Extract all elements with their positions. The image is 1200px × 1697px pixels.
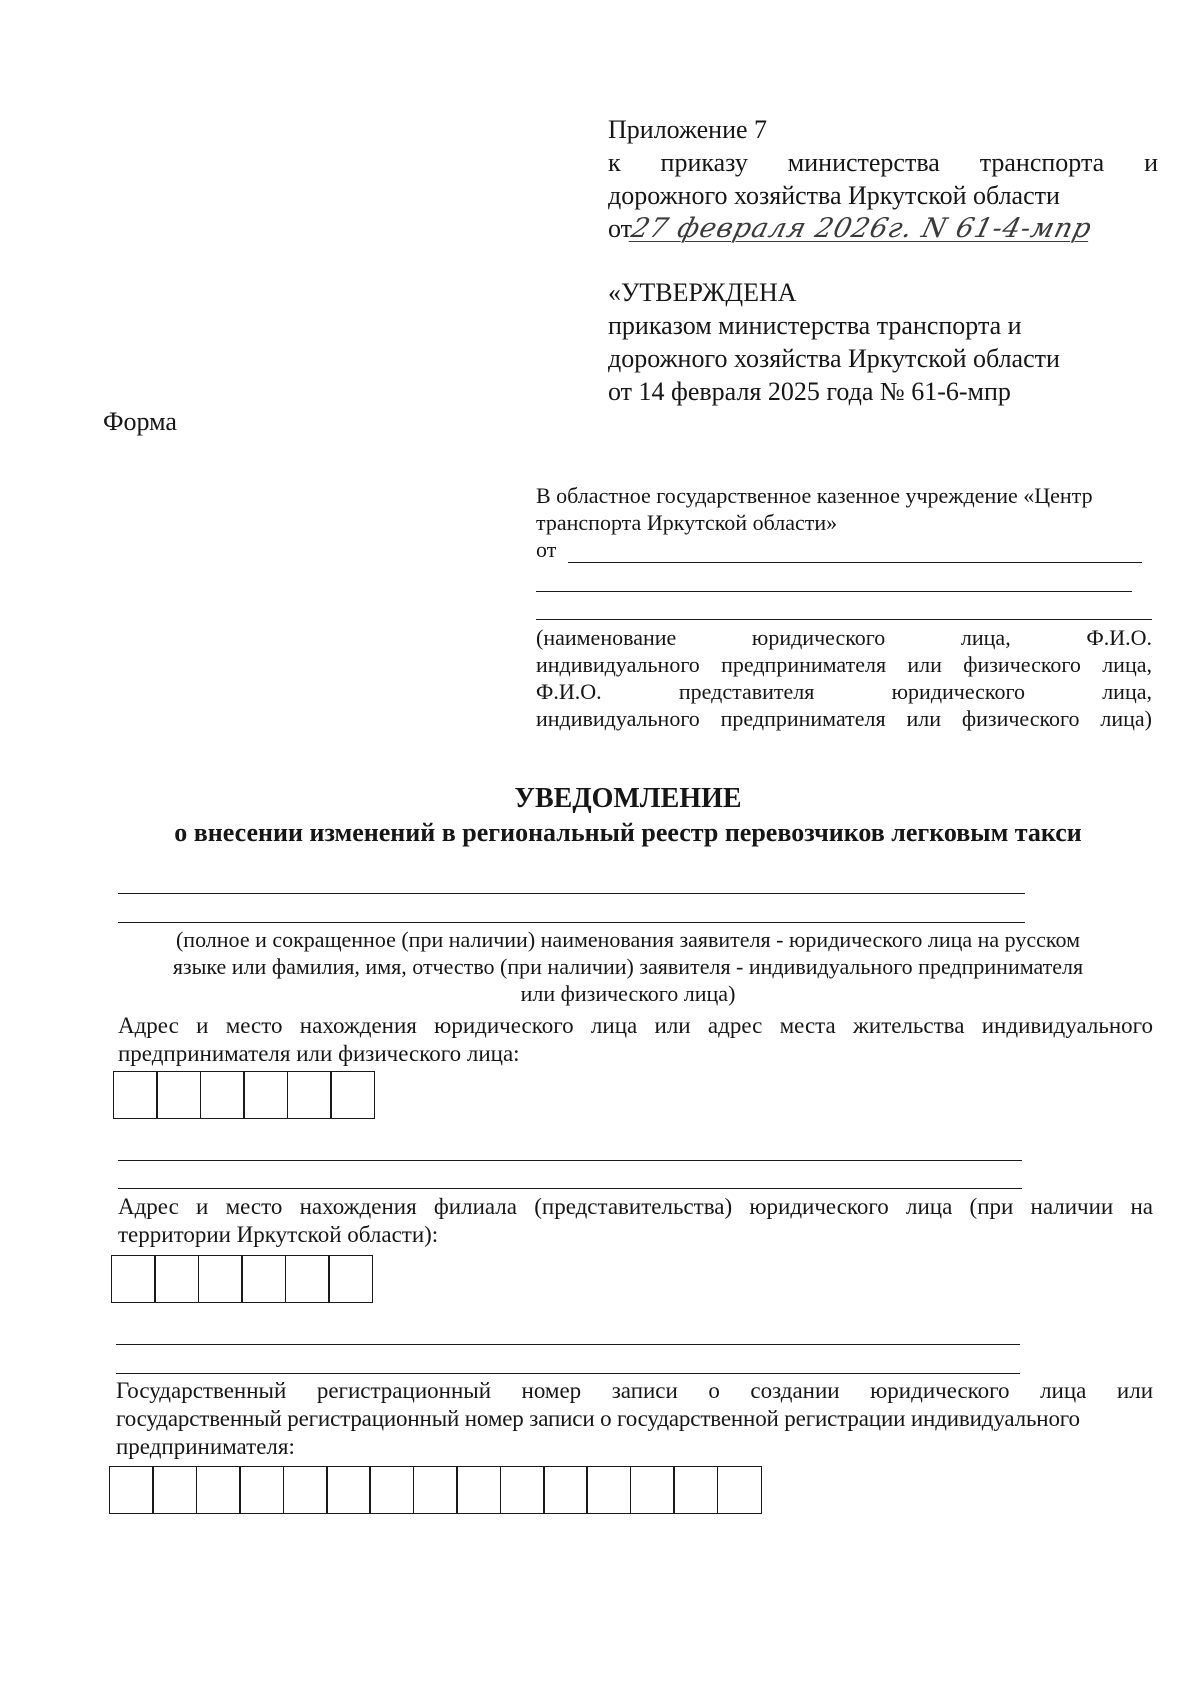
digit-box [456, 1466, 501, 1514]
address-line-2 [118, 1188, 1022, 1189]
digit-box [413, 1466, 458, 1514]
recipient-blank-line-1 [536, 591, 1132, 592]
digit-box [196, 1466, 241, 1514]
ogrn-label-line-2: государственный регистрационный номер записи о государственной регистрации индивидуального [116, 1406, 1080, 1431]
digit-box [111, 1255, 156, 1303]
recipient-caption-line-3: Ф.И.О. представителя юридического лица, [536, 679, 1152, 704]
applicant-caption-line-1: (полное и сокращенное (при наличии) наименования заявителя - юридического лица на русском [175, 927, 1080, 952]
appendix-line-2: дорожного хозяйства Иркутской области [608, 181, 1060, 210]
digit-box [156, 1071, 201, 1119]
digit-box [328, 1255, 373, 1303]
address-line-1 [118, 1160, 1022, 1161]
recipient-blank-line-2 [536, 619, 1152, 620]
digit-box [369, 1466, 414, 1514]
appendix-date-line [608, 212, 1158, 245]
recipient-caption-line-4: индивидуального предпринимателя или физического лица) [536, 706, 1152, 731]
branch-line-2 [116, 1373, 1020, 1374]
branch-label [118, 1193, 1153, 1249]
document-title: УВЕДОМЛЕНИЕ [514, 783, 742, 814]
digit-box [198, 1255, 243, 1303]
approved-line-1: «УТВЕРЖДЕНА [608, 278, 797, 307]
form-label: Форма [103, 407, 177, 436]
digit-box [285, 1255, 330, 1303]
address-label-line-1: Адрес и место нахождения юридического лица или адрес места жительства индивидуального [118, 1013, 1153, 1038]
approved-line-3: дорожного хозяйства Иркутской области [608, 344, 1060, 373]
digit-box [109, 1466, 154, 1514]
digit-box [630, 1466, 675, 1514]
applicant-caption-line-2: языке или фамилия, имя, отчество (при наличии) заявителя - индивидуального предпринимателя [172, 954, 1084, 979]
branch-line-1 [116, 1344, 1020, 1345]
ogrn-label [116, 1377, 1153, 1461]
document-subtitle: о внесении изменений в региональный реестр перевозчиков легковым такси [174, 818, 1082, 847]
appendix-line-1: к приказу министерства транспорта и [608, 148, 1158, 177]
address-postcode-boxes [113, 1071, 375, 1119]
ogrn-label-line-1: Государственный регистрационный номер записи о создании юридического лица или [116, 1378, 1153, 1403]
digit-box [113, 1071, 158, 1119]
recipient-line-2: транспорта Иркутской области» [536, 510, 838, 535]
digit-box [543, 1466, 588, 1514]
recipient-caption [536, 624, 1152, 732]
recipient-from-label: от [536, 537, 557, 562]
address-label [118, 1012, 1153, 1068]
ogrn-label-line-3: предпринимателя: [116, 1434, 295, 1459]
applicant-caption [103, 926, 1153, 1007]
recipient-block [536, 482, 1152, 563]
digit-box [239, 1466, 284, 1514]
digit-box [154, 1255, 199, 1303]
digit-box [717, 1466, 762, 1514]
digit-box [673, 1466, 718, 1514]
applicant-line-2 [118, 922, 1025, 923]
digit-box [243, 1071, 288, 1119]
handwritten-date: 27 февраля 2026г. N 61-4-мпр [628, 213, 1096, 244]
digit-box [200, 1071, 245, 1119]
appendix-date-prefix: от [608, 214, 633, 243]
approved-block [608, 276, 1158, 408]
applicant-line-1 [118, 893, 1025, 894]
digit-box [326, 1466, 371, 1514]
digit-box [330, 1071, 375, 1119]
approved-line-2: приказом министерства транспорта и [608, 311, 1022, 340]
ogrn-number-boxes [109, 1466, 762, 1514]
recipient-from-line [568, 562, 1142, 563]
digit-box [586, 1466, 631, 1514]
appendix-number: Приложение 7 [608, 115, 768, 144]
digit-box [283, 1466, 328, 1514]
digit-box [287, 1071, 332, 1119]
applicant-caption-line-3: или физического лица) [520, 981, 736, 1006]
approved-line-4: от 14 февраля 2025 года № 61-6-мпр [608, 377, 1011, 406]
branch-label-line-1: Адрес и место нахождения филиала (представительства) юридического лица (при наличии на [118, 1194, 1153, 1219]
digit-box [241, 1255, 286, 1303]
recipient-line-1: В областное государственное казенное учреждение «Центр [536, 483, 1093, 508]
address-label-line-2: предпринимателя или физического лица: [118, 1041, 520, 1066]
digit-box [152, 1466, 197, 1514]
appendix-block [608, 113, 1158, 245]
branch-label-line-2: территории Иркутской области): [118, 1222, 439, 1247]
digit-box [500, 1466, 545, 1514]
recipient-caption-line-1: (наименование юридического лица, Ф.И.О. [536, 625, 1152, 650]
branch-postcode-boxes [111, 1255, 373, 1303]
recipient-caption-line-2: индивидуального предпринимателя или физического лица, [536, 652, 1152, 677]
